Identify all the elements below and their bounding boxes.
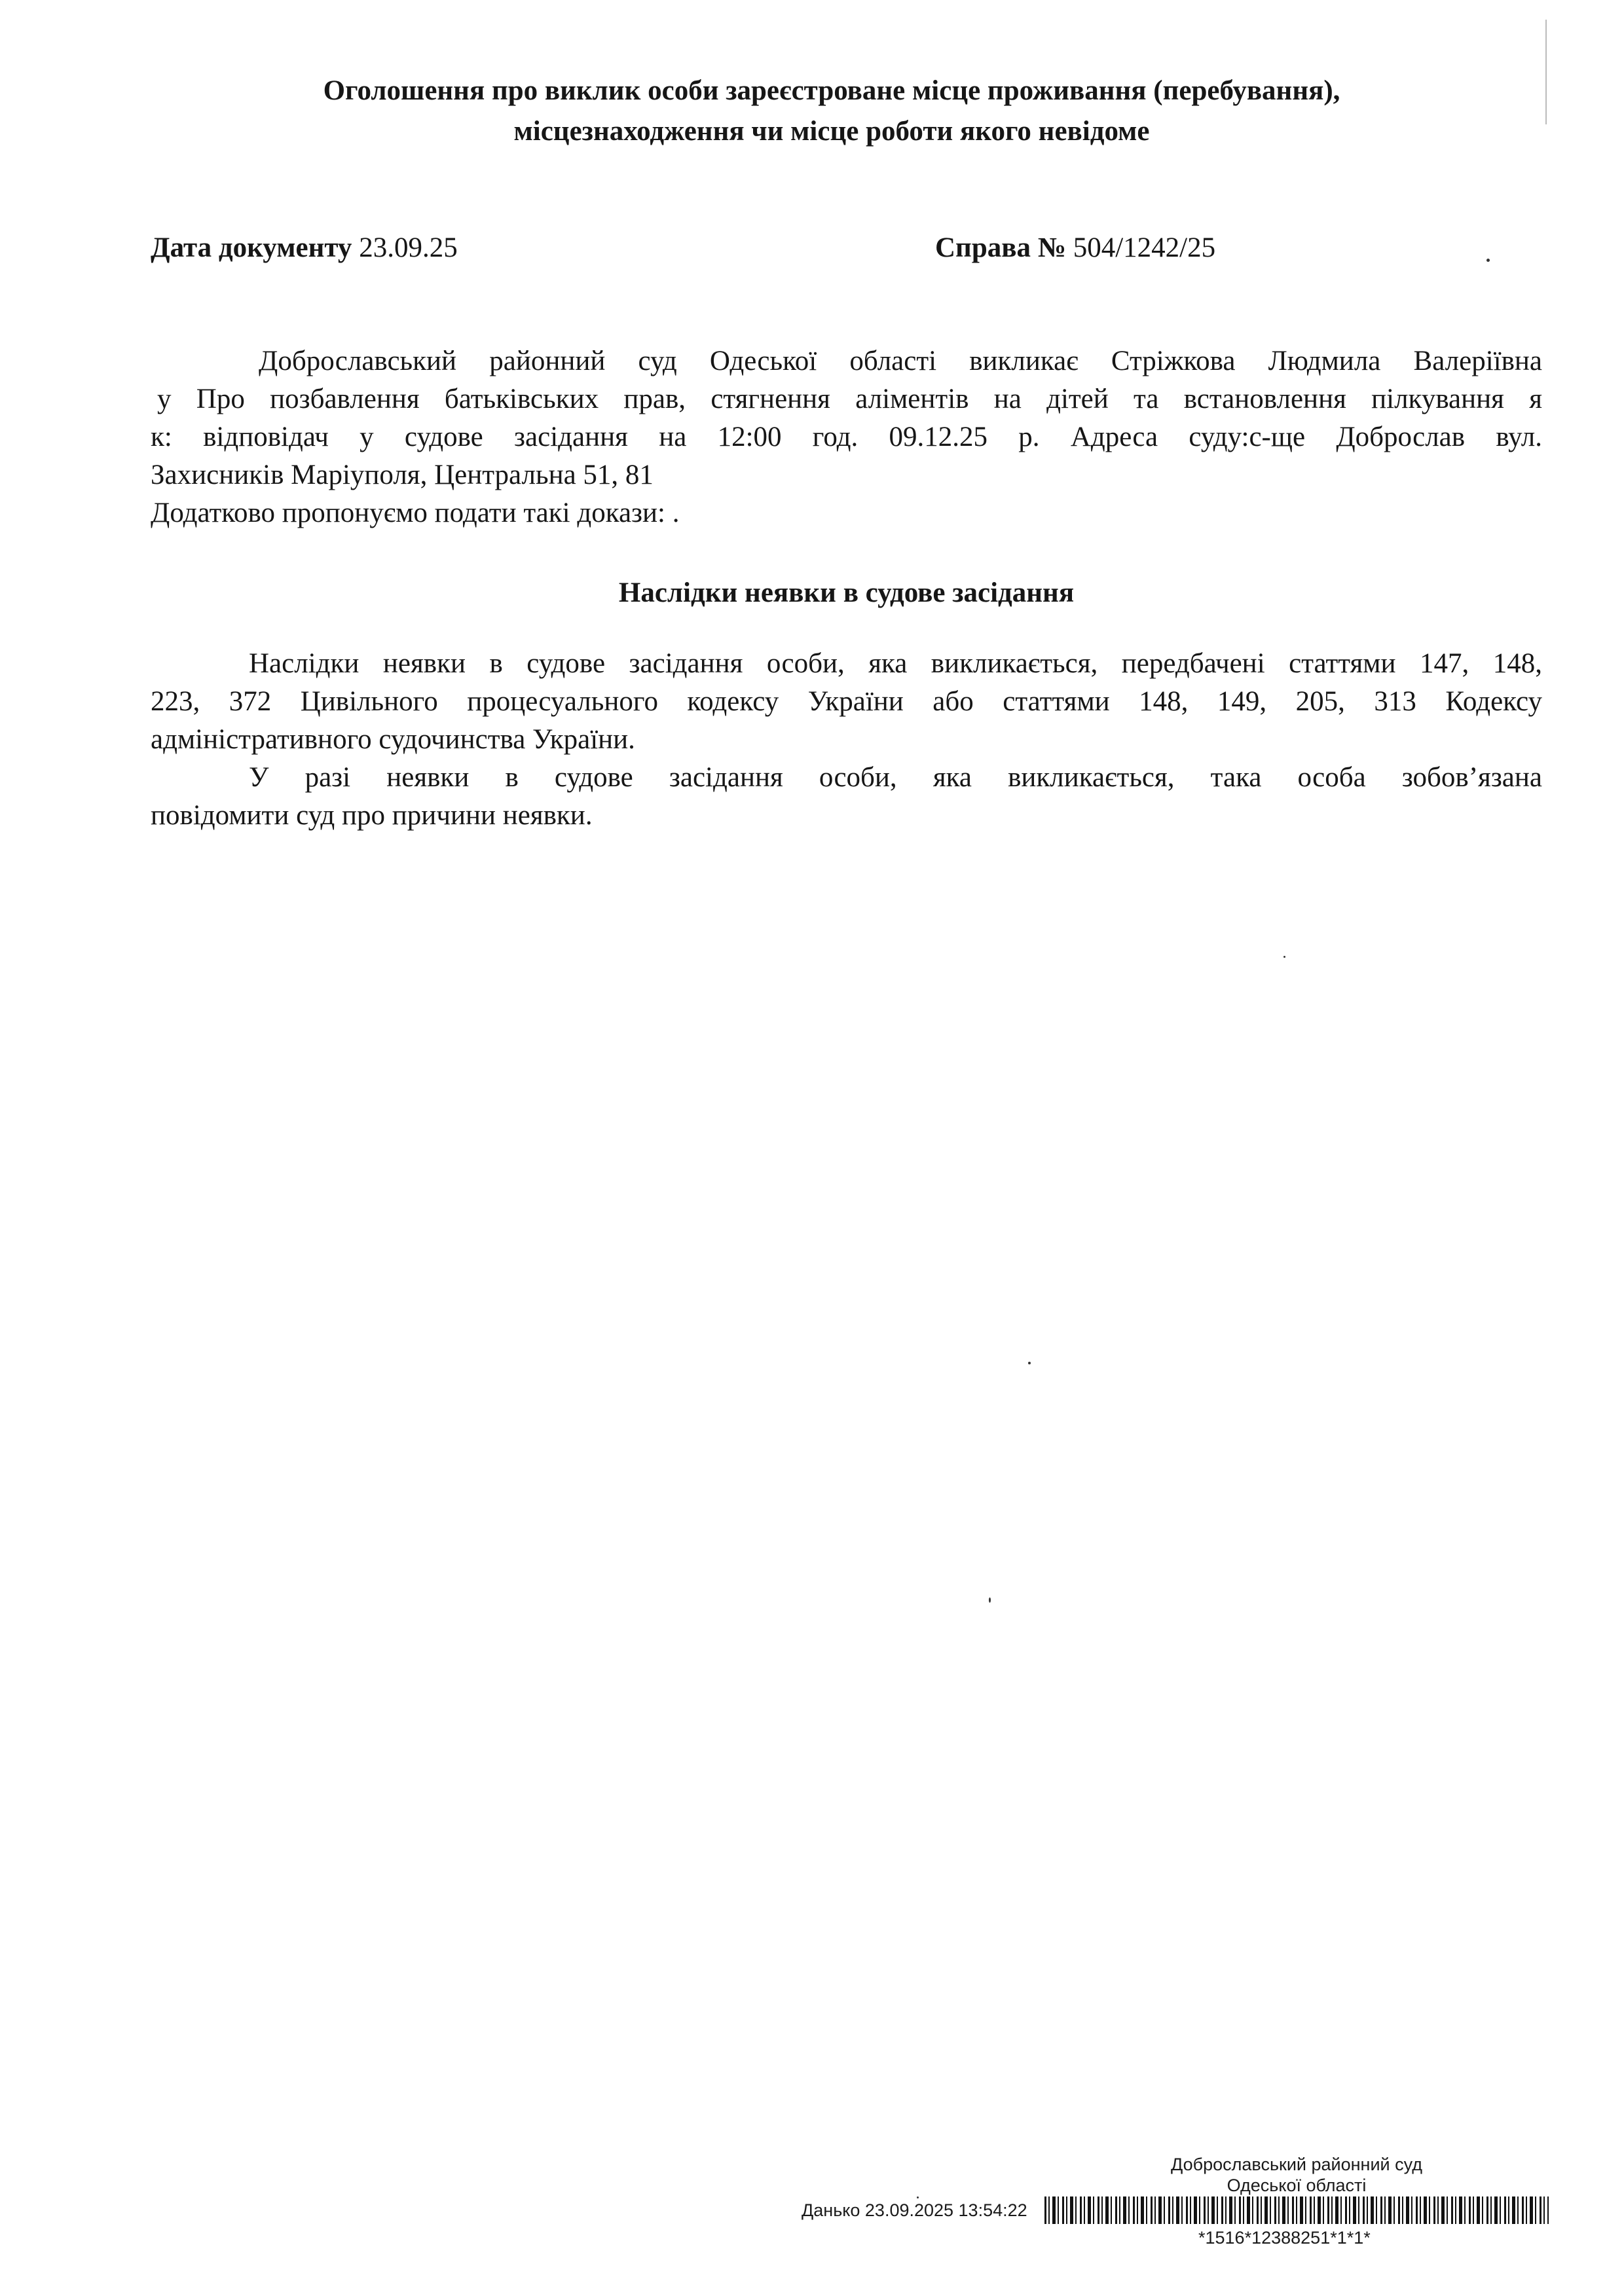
consequences-line: У разі неявки в судове засідання особи, яка викликається, така особа зобов’язана [249, 762, 1542, 793]
consequences-line: адміністративного судочинства України. [151, 724, 635, 755]
scan-speck [917, 2196, 919, 2198]
summons-line: к: відповідач у судове засідання на 12:00 год. 09.12.25 р. Адреса суду:с-ще Доброслав вул. [151, 422, 1542, 452]
consequences-paragraph-1 [151, 645, 1542, 759]
signature-timestamp: Данько 23.09.2025 13:54:22 [802, 2200, 1027, 2220]
summons-line: Доброславський районний суд Одеської області викликає Стріжкова Людмила Валеріївна [259, 346, 1542, 376]
consequences-line: повідомити суд про причини неявки. [151, 800, 593, 831]
date-value: 23.09.25 [359, 232, 458, 263]
barcode [1044, 2196, 1549, 2224]
scan-speck [989, 1597, 991, 1603]
date-label: Дата документу [151, 232, 352, 263]
consequences-heading: Наслідки неявки в судове засідання [618, 577, 1075, 608]
consequences-paragraph-2 [151, 759, 1542, 835]
scan-speck [1545, 20, 1547, 124]
summons-paragraph [151, 342, 1542, 532]
scan-speck [1028, 1362, 1031, 1364]
document-date [151, 229, 458, 267]
case-number [935, 229, 1215, 267]
scan-speck [1283, 956, 1285, 958]
court-stamp-line-2: Одеської області [1227, 2176, 1367, 2195]
barcode-number: *1516*12388251*1*1* [1198, 2228, 1371, 2248]
consequences-line: Наслідки неявки в судове засідання особи, яка викликається, передбачені статтями 147, 148, [249, 648, 1542, 679]
title-line-1: Оголошення про виклик особи зареєстроване місце проживання (перебування), [323, 75, 1340, 106]
scan-speck [1486, 259, 1490, 262]
court-stamp-line-1: Доброславський районний суд [1171, 2155, 1422, 2174]
title-line-2: місцезнаходження чи місце роботи якого невідоме [513, 116, 1150, 147]
consequences-line: 223, 372 Цивільного процесуального кодексу України або статтями 148, 149, 205, 313 Кодексу [151, 686, 1542, 717]
summons-line: Додатково пропонуємо подати такі докази: . [151, 498, 680, 528]
case-label: Справа № [935, 232, 1066, 263]
summons-line: у Про позбавлення батьківських прав, стягнення аліментів на дітей та встановлення пілкування я [157, 384, 1542, 414]
summons-line: Захисників Маріуполя, Центральна 51, 81 [151, 460, 654, 490]
court-stamp [1159, 2154, 1434, 2196]
case-value: 504/1242/25 [1073, 232, 1216, 263]
document-title [151, 71, 1513, 152]
